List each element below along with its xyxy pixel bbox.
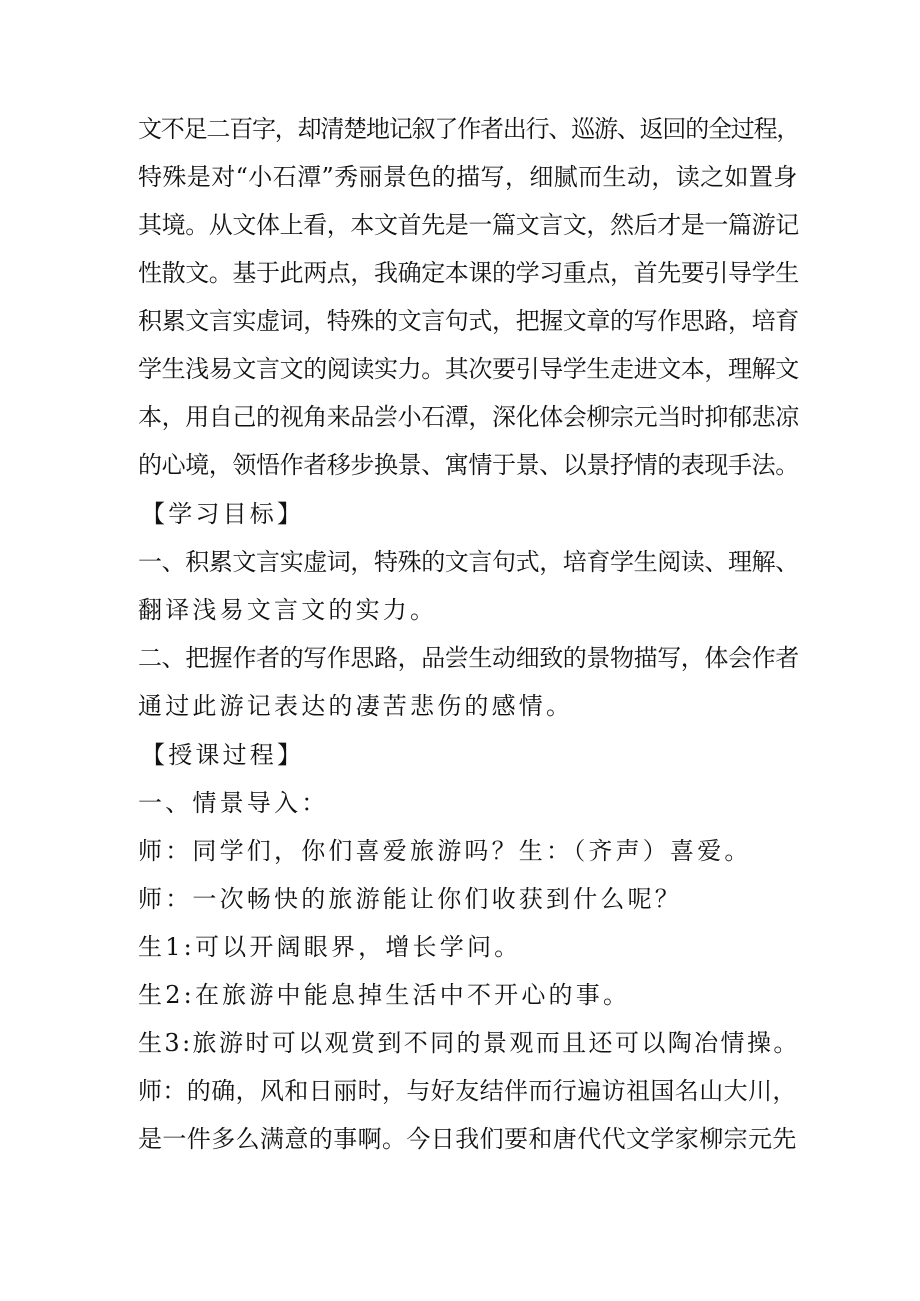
goals-heading: 【学习目标】 [141, 500, 305, 528]
process-line-6: 生3:旅游时可以观赏到不同的景观而且还可以陶冶情操。 [138, 1029, 800, 1057]
process-line-7: 师：的确，风和日丽时，与好友结伴而行遍访祖国名山大川， [138, 1077, 797, 1105]
process-line-2: 师：同学们，你们喜爱旅游吗？生：（齐声）喜爱。 [138, 837, 752, 865]
intro-line-7: 本，用自己的视角来品尝小石潭，深化体会柳宗元当时抑郁悲凉 [138, 403, 799, 431]
process-heading: 【授课过程】 [141, 741, 305, 769]
goal-2-line-2: 通过此游记表达的凄苦悲伤的感情。 [138, 692, 574, 720]
process-line-4: 生1:可以开阔眼界，增长学问。 [138, 933, 522, 961]
intro-line-2: 特殊是对“小石潭”秀丽景色的描写，细腻而生动，读之如置身 [138, 163, 798, 191]
intro-line-1: 文不足二百字，却清楚地记叙了作者出行、巡游、返回的全过程， [138, 115, 800, 143]
goal-2-line-1: 二、把握作者的写作思路，品尝生动细致的景物描写，体会作者 [138, 644, 799, 672]
process-line-8: 是一件多么满意的事啊。今日我们要和唐代代文学家柳宗元先 [138, 1125, 797, 1153]
intro-line-8: 的心境，领悟作者移步换景、寓情于景、以景抒情的表现手法。 [138, 451, 799, 479]
process-line-1: 一、情景导入： [138, 789, 329, 817]
intro-line-4: 性散文。基于此两点，我确定本课的学习重点，首先要引导学生 [138, 259, 799, 287]
goal-1-line-2: 翻译浅易文言文的实力。 [138, 596, 438, 624]
process-line-3: 师：一次畅快的旅游能让你们收获到什么呢？ [138, 885, 682, 913]
intro-line-6: 学生浅易文言文的阅读实力。其次要引导学生走进文本，理解文 [138, 355, 799, 383]
intro-line-3: 其境。从文体上看，本文首先是一篇文言文，然后才是一篇游记 [138, 211, 799, 239]
intro-line-5: 积累文言实虚词，特殊的文言句式，把握文章的写作思路，培育 [138, 307, 799, 335]
goal-1-line-1: 一、积累文言实虚词，特殊的文言句式，培育学生阅读、理解、 [138, 548, 799, 576]
process-line-5: 生2:在旅游中能息掉生活中不开心的事。 [138, 981, 631, 1009]
